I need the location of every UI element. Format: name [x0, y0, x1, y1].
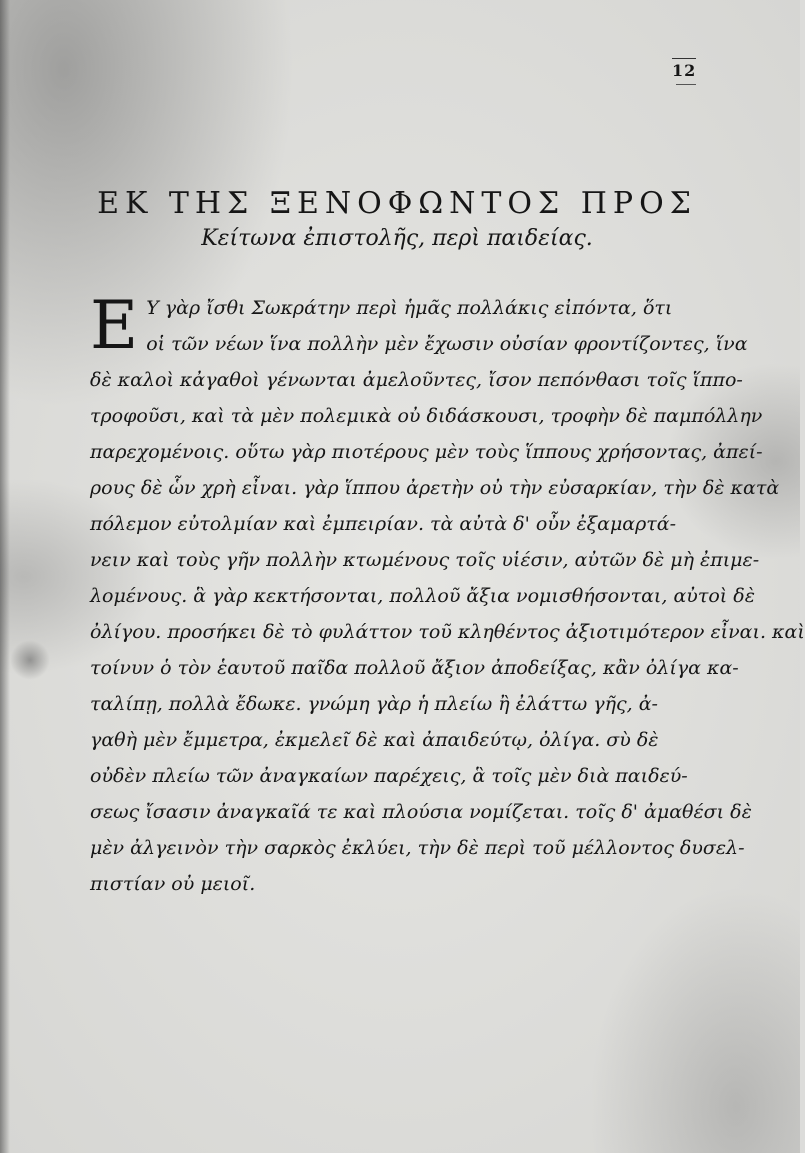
- text-line-16: μὲν ἀλγεινὸν τὴν σαρκὸς ἐκλύει, τὴν δὲ περὶ τοῦ μέλλοντος δυσελ-: [90, 837, 745, 859]
- text-line-1: Υ γὰρ ἴσθι Σωκράτην περὶ ἡμᾶς πολλάκις εἰπόντα, ὅτι: [146, 297, 673, 319]
- ink-smudge: [10, 640, 50, 680]
- text-line-12: ταλίπῃ, πολλὰ ἔδωκε. γνώμη γὰρ ἡ πλείω ἢ ἐλάττω γῆς, ἀ-: [90, 693, 658, 715]
- text-line-5: παρεχομένοις. οὕτω γὰρ πιοτέρους μὲν τοὺς ἵππους χρήσοντας, ἀπεί-: [90, 441, 763, 463]
- body-text: [90, 287, 805, 902]
- document-subtitle: Κείτωνα ἐπιστολῆς, περὶ παιδείας.: [201, 226, 593, 251]
- page-rule: [676, 84, 696, 85]
- text-line-17: πιστίαν οὐ μειοῖ.: [90, 873, 256, 895]
- text-line-6: ρους δὲ ὧν χρὴ εἶναι. γὰρ ἵππου ἀρετὴν οὐ τὴν εὐσαρκίαν, τὴν δὲ κατὰ: [90, 477, 780, 499]
- text-line-11: τοίνυν ὁ τὸν ἑαυτοῦ παῖδα πολλοῦ ἄξιον ἀποδείξας, κἂν ὀλίγα κα-: [90, 657, 739, 679]
- text-line-4: τροφοῦσι, καὶ τὰ μὲν πολεμικὰ οὐ διδάσκουσι, τροφὴν δὲ παμπόλλην: [90, 405, 763, 427]
- drop-cap: Ε: [90, 287, 139, 364]
- text-line-9: λομένους. ἃ γὰρ κεκτήσονται, πολλοῦ ἄξια νομισθήσονται, αὐτοὶ δὲ: [90, 585, 755, 607]
- text-line-2: οἱ τῶν νέων ἵνα πολλὴν μὲν ἔχωσιν οὐσίαν φροντίζοντες, ἵνα: [146, 333, 748, 355]
- text-line-7: πόλεμον εὐτολμίαν καὶ ἐμπειρίαν. τὰ αὐτὰ δ' οὖν ἐξαμαρτά-: [90, 513, 677, 535]
- text-line-10: ὀλίγου. προσήκει δὲ τὸ φυλάττον τοῦ κληθέντος ἀξιοτιμότερον εἶναι. καὶ: [90, 621, 805, 643]
- text-line-13: γαθὴ μὲν ἔμμετρα, ἐκμελεῖ δὲ καὶ ἀπαιδεύτῳ, ὀλίγα. σὺ δὲ: [90, 729, 659, 751]
- text-line-8: νειν καὶ τοὺς γῆν πολλὴν κτωμένους τοῖς υἱέσιν, αὐτῶν δὲ μὴ ἐπιμε-: [90, 549, 760, 571]
- text-line-14: οὐδὲν πλείω τῶν ἀναγκαίων παρέχεις, ἃ τοῖς μὲν διὰ παιδεύ-: [90, 765, 688, 787]
- page-number: 12: [672, 58, 696, 80]
- text-line-15: σεως ἴσασιν ἀναγκαῖά τε καὶ πλούσια νομίζεται. τοῖς δ' ἀμαθέσι δὲ: [90, 801, 752, 823]
- text-line-3: δὲ καλοὶ κἀγαθοὶ γένωνται ἀμελοῦντες, ἴσον πεπόνθασι τοῖς ἵππο-: [90, 369, 743, 391]
- document-title: ΕΚ ΤΗΣ ΞΕΝΟΦΩΝΤΟΣ ΠΡΟΣ: [97, 186, 697, 221]
